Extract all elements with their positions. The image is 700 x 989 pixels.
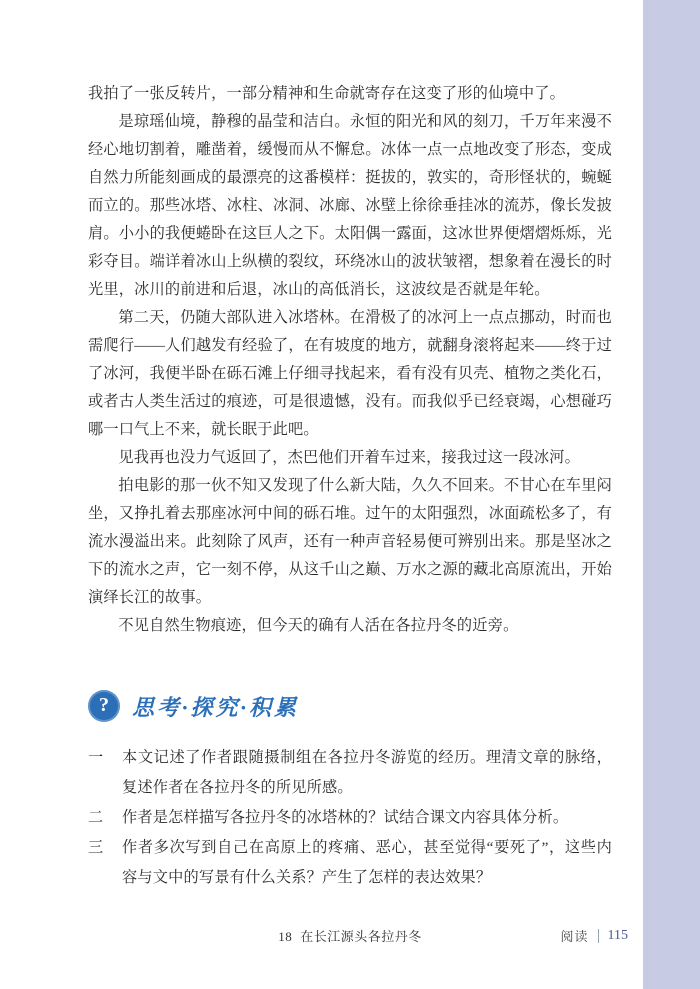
footer-lesson-title [88, 926, 612, 945]
lesson-number: 18 [278, 929, 293, 944]
page-number: 115 [607, 927, 628, 943]
lesson-title: 在长江源头各拉丹冬 [300, 929, 422, 944]
question-list [88, 743, 612, 893]
page-footer [88, 926, 628, 948]
page-edge-band [643, 0, 700, 989]
list-item [88, 743, 612, 803]
body-paragraph: 不见自然生物痕迹，但今天的确有人活在各拉丹冬的近旁。 [118, 617, 519, 634]
body-paragraph: 见我再也没力气返回了，杰巴他们开着车过来，接我过这一段冰河。 [118, 449, 581, 466]
exercise-section-header [88, 690, 299, 722]
body-paragraph: 我拍了一张反转片，一部分精神和生命就寄存在这变了形的仙境中了。 [88, 85, 566, 102]
question-text: 本文记述了作者跟随摄制组在各拉丹冬游览的经历。理清文章的脉络，复述作者在各拉丹冬的所见所感。 [122, 749, 612, 796]
question-text: 作者是怎样描写各拉丹冬的冰塔林的？试结合课文内容具体分析。 [122, 809, 569, 826]
body-paragraph: 拍电影的那一伙不知又发现了什么新大陆，久久不回来。不甘心在车里闷坐，又挣扎着去那座冰河中间的砾石堆。过午的太阳强烈，冰面疏松多了，有流水漫溢出来。此刻除了风声，还有一种声音轻易便可辨别出来。那是坚冰之下的流水之声，它一刻不停，从这千山之巅、万水之源的藏北高原流出，开始演绎长江的故事。 [88, 477, 612, 606]
question-mark-icon: ? [88, 690, 120, 722]
question-number: 二 [88, 809, 104, 826]
footer-right-group [561, 926, 629, 945]
exercise-section-title: 思考·探究·积累 [132, 694, 300, 720]
list-item [88, 833, 612, 893]
footer-section-label: 阅读 [560, 929, 589, 944]
list-item [88, 803, 612, 833]
body-text-block [88, 80, 612, 640]
question-text: 作者多次写到自己在高原上的疼痛、恶心，甚至觉得“要死了”，这些内容与文中的写景有什么关系？产生了怎样的表达效果？ [122, 839, 612, 886]
question-number: 三 [88, 839, 104, 856]
question-number: 一 [88, 749, 104, 766]
footer-divider [598, 929, 599, 943]
body-paragraph: 是琼瑶仙境，静穆的晶莹和洁白。永恒的阳光和风的刻刀，千万年来漫不经心地切割着，雕凿着，缓慢而从不懈怠。冰体一点一点地改变了形态，变成自然力所能刻画成的最漂亮的这番模样：挺拔的，敦实的，奇形怪状的，蜿蜒而立的。那些冰塔、冰柱、冰洞、冰廊、冰壁上徐徐垂挂冰的流苏，像长发披肩。小小的我便蜷卧在这巨人之下。太阳偶一露面，这冰世界便熠熠烁烁，光彩夺目。端详着冰山上纵横的裂纹，环绕冰山的波状皱褶，想象着在漫长的时光里，冰川的前进和后退，冰山的高低消长，这波纹是否就是年轮。 [88, 113, 612, 298]
body-paragraph: 第二天，仍随大部队进入冰塔林。在滑极了的冰河上一点点挪动，时而也需爬行——人们越发有经验了，在有坡度的地方，就翻身滚将起来——终于过了冰河，我便半卧在砾石滩上仔细寻找起来，看有没有贝壳、植物之类化石，或者古人类生活过的痕迹，可是很遗憾，没有。而我似乎已经衰竭，心想碰巧哪一口气上不来，就长眠于此吧。 [88, 309, 612, 438]
